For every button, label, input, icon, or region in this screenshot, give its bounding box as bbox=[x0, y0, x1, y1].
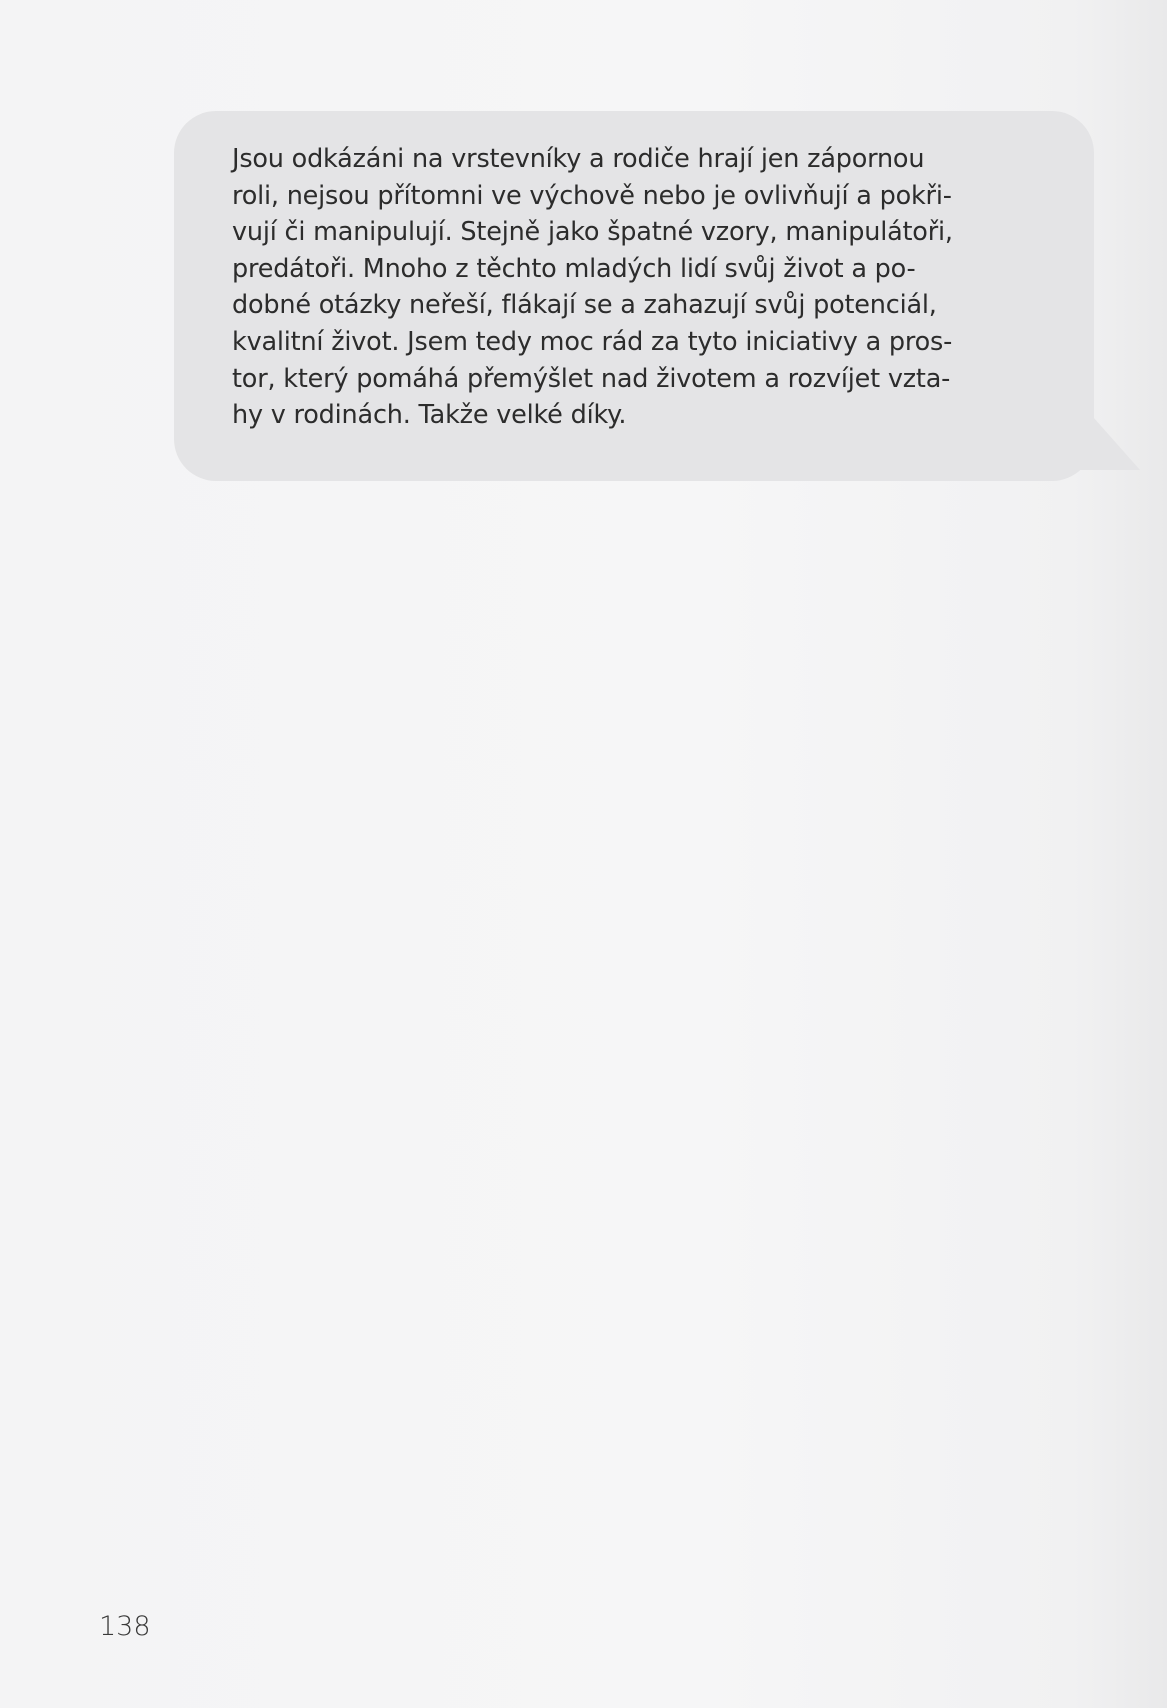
quote-line: dobné otázky neřeší, flákají se a zahazují svůj potenciál, bbox=[232, 290, 937, 321]
quote-line: kvalitní život. Jsem tedy moc rád za tyto iniciativy a pros- bbox=[232, 326, 953, 357]
speech-bubble-tail bbox=[1078, 400, 1140, 470]
quote-line: vují či manipulují. Stejně jako špatné vzory, manipulátoři, bbox=[232, 217, 953, 248]
quote-line: Jsou odkázáni na vrstevníky a rodiče hrají jen zápornou bbox=[232, 144, 925, 174]
quote-line: hy v rodinách. Takže velké díky. bbox=[232, 400, 627, 431]
quote-line: tor, který pomáhá přemýšlet nad životem a rozvíjet vzta- bbox=[232, 363, 951, 394]
page-number: 138 bbox=[99, 1611, 151, 1642]
quote-line: predátoři. Mnoho z těchto mladých lidí svůj život a po- bbox=[232, 253, 916, 284]
quote-text bbox=[232, 141, 1052, 434]
quote-line: roli, nejsou přítomni ve výchově nebo je ovlivňují a pokři- bbox=[232, 180, 952, 211]
